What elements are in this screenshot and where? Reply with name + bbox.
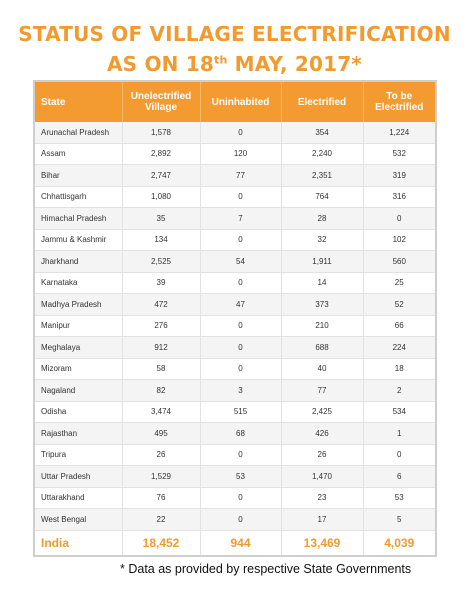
cell-to-be-electrified: 1 [363, 423, 435, 445]
cell-unelectrified: 1,529 [122, 466, 200, 488]
cell-unelectrified: 26 [122, 444, 200, 466]
table-body [35, 122, 435, 530]
cell-unelectrified: 495 [122, 423, 200, 445]
footnote: * Data as provided by respective State Governments [120, 562, 412, 576]
cell-uninhabited: 0 [200, 186, 281, 208]
title-ordinal-suffix: th [213, 53, 228, 67]
cell-electrified: 210 [281, 315, 363, 337]
cell-electrified: 17 [281, 509, 363, 531]
cell-to-be-electrified: 319 [363, 165, 435, 187]
table-header-row [35, 82, 435, 122]
table-row [35, 466, 435, 488]
cell-electrified: 28 [281, 208, 363, 230]
cell-electrified: 2,425 [281, 401, 363, 423]
cell-electrified: 764 [281, 186, 363, 208]
cell-uninhabited: 54 [200, 251, 281, 273]
table-row [35, 165, 435, 187]
cell-to-be-electrified: 0 [363, 444, 435, 466]
header-state: State [35, 82, 122, 122]
cell-unelectrified: 35 [122, 208, 200, 230]
cell-uninhabited: 77 [200, 165, 281, 187]
table-row [35, 423, 435, 445]
cell-unelectrified: 1,578 [122, 122, 200, 143]
cell-uninhabited: 515 [200, 401, 281, 423]
cell-state: Jammu & Kashmir [35, 229, 122, 251]
cell-state: Rajasthan [35, 423, 122, 445]
table-row [35, 251, 435, 273]
cell-electrified: 32 [281, 229, 363, 251]
cell-state: Arunachal Pradesh [35, 122, 122, 143]
cell-electrified: 14 [281, 272, 363, 294]
cell-to-be-electrified: 52 [363, 294, 435, 316]
cell-to-be-electrified: 5 [363, 509, 435, 531]
page-title [0, 19, 469, 79]
cell-unelectrified: 134 [122, 229, 200, 251]
cell-state: Karnataka [35, 272, 122, 294]
cell-unelectrified: 2,525 [122, 251, 200, 273]
table-row [35, 337, 435, 359]
cell-unelectrified: 1,080 [122, 186, 200, 208]
cell-uninhabited: 0 [200, 229, 281, 251]
cell-state: Himachal Pradesh [35, 208, 122, 230]
table-row [35, 380, 435, 402]
header-unelectrified-village: Unelectrified Village [122, 82, 200, 122]
cell-to-be-electrified: 18 [363, 358, 435, 380]
cell-uninhabited: 53 [200, 466, 281, 488]
cell-electrified: 2,240 [281, 143, 363, 165]
table-row [35, 272, 435, 294]
table-row [35, 208, 435, 230]
title-line-2-prefix: AS ON 18 [107, 52, 214, 77]
cell-to-be-electrified: 1,224 [363, 122, 435, 143]
cell-to-be-electrified: 0 [363, 208, 435, 230]
table-row [35, 444, 435, 466]
table-row [35, 315, 435, 337]
cell-electrified: 426 [281, 423, 363, 445]
table-row [35, 358, 435, 380]
table-row [35, 186, 435, 208]
cell-uninhabited: 0 [200, 358, 281, 380]
cell-unelectrified: 2,747 [122, 165, 200, 187]
cell-to-be-electrified: 224 [363, 337, 435, 359]
cell-to-be-electrified: 532 [363, 143, 435, 165]
cell-unelectrified: 472 [122, 294, 200, 316]
cell-uninhabited: 7 [200, 208, 281, 230]
cell-uninhabited: 68 [200, 423, 281, 445]
cell-state: West Bengal [35, 509, 122, 531]
cell-electrified: 688 [281, 337, 363, 359]
cell-state: Uttar Pradesh [35, 466, 122, 488]
cell-electrified: 373 [281, 294, 363, 316]
cell-electrified: 354 [281, 122, 363, 143]
table-row [35, 487, 435, 509]
cell-state: Meghalaya [35, 337, 122, 359]
cell-unelectrified: 39 [122, 272, 200, 294]
cell-to-be-electrified: 534 [363, 401, 435, 423]
title-line-2 [0, 49, 469, 79]
cell-state: Bihar [35, 165, 122, 187]
cell-to-be-electrified: 102 [363, 229, 435, 251]
table-total-row [35, 530, 435, 555]
cell-to-be-electrified: 560 [363, 251, 435, 273]
cell-uninhabited: 0 [200, 315, 281, 337]
table-row [35, 143, 435, 165]
cell-state: Tripura [35, 444, 122, 466]
cell-unelectrified: 76 [122, 487, 200, 509]
cell-uninhabited: 0 [200, 487, 281, 509]
table-row [35, 294, 435, 316]
table-row [35, 229, 435, 251]
cell-state: Mizoram [35, 358, 122, 380]
total-cell-unelectrified: 18,452 [122, 530, 200, 555]
table-row [35, 122, 435, 143]
table-row [35, 509, 435, 531]
cell-uninhabited: 0 [200, 337, 281, 359]
cell-unelectrified: 276 [122, 315, 200, 337]
cell-state: Madhya Pradesh [35, 294, 122, 316]
cell-uninhabited: 3 [200, 380, 281, 402]
total-cell-electrified: 13,469 [281, 530, 363, 555]
total-cell-to-be-electrified: 4,039 [363, 530, 435, 555]
cell-electrified: 1,911 [281, 251, 363, 273]
cell-unelectrified: 22 [122, 509, 200, 531]
cell-uninhabited: 120 [200, 143, 281, 165]
cell-uninhabited: 0 [200, 509, 281, 531]
total-cell-state: India [35, 530, 122, 555]
electrification-table [35, 82, 435, 555]
cell-unelectrified: 3,474 [122, 401, 200, 423]
header-uninhabited: Uninhabited [200, 82, 281, 122]
cell-electrified: 1,470 [281, 466, 363, 488]
cell-electrified: 23 [281, 487, 363, 509]
cell-unelectrified: 58 [122, 358, 200, 380]
cell-state: Nagaland [35, 380, 122, 402]
cell-uninhabited: 47 [200, 294, 281, 316]
header-to-be-electrified: To be Electrified [363, 82, 435, 122]
electrification-table-container [33, 80, 437, 557]
cell-to-be-electrified: 53 [363, 487, 435, 509]
total-cell-uninhabited: 944 [200, 530, 281, 555]
cell-state: Assam [35, 143, 122, 165]
cell-to-be-electrified: 66 [363, 315, 435, 337]
cell-state: Manipur [35, 315, 122, 337]
cell-state: Jharkhand [35, 251, 122, 273]
cell-electrified: 77 [281, 380, 363, 402]
cell-to-be-electrified: 6 [363, 466, 435, 488]
title-line-2-suffix: MAY, 2017* [227, 52, 362, 77]
title-line-1: STATUS OF VILLAGE ELECTRIFICATION [18, 22, 451, 47]
cell-unelectrified: 82 [122, 380, 200, 402]
table-row [35, 401, 435, 423]
cell-electrified: 26 [281, 444, 363, 466]
cell-electrified: 2,351 [281, 165, 363, 187]
cell-unelectrified: 2,892 [122, 143, 200, 165]
cell-uninhabited: 0 [200, 272, 281, 294]
cell-unelectrified: 912 [122, 337, 200, 359]
cell-to-be-electrified: 25 [363, 272, 435, 294]
cell-state: Chhattisgarh [35, 186, 122, 208]
cell-to-be-electrified: 2 [363, 380, 435, 402]
cell-state: Odisha [35, 401, 122, 423]
cell-uninhabited: 0 [200, 444, 281, 466]
cell-state: Uttarakhand [35, 487, 122, 509]
header-electrified: Electrified [281, 82, 363, 122]
cell-uninhabited: 0 [200, 122, 281, 143]
cell-to-be-electrified: 316 [363, 186, 435, 208]
cell-electrified: 40 [281, 358, 363, 380]
